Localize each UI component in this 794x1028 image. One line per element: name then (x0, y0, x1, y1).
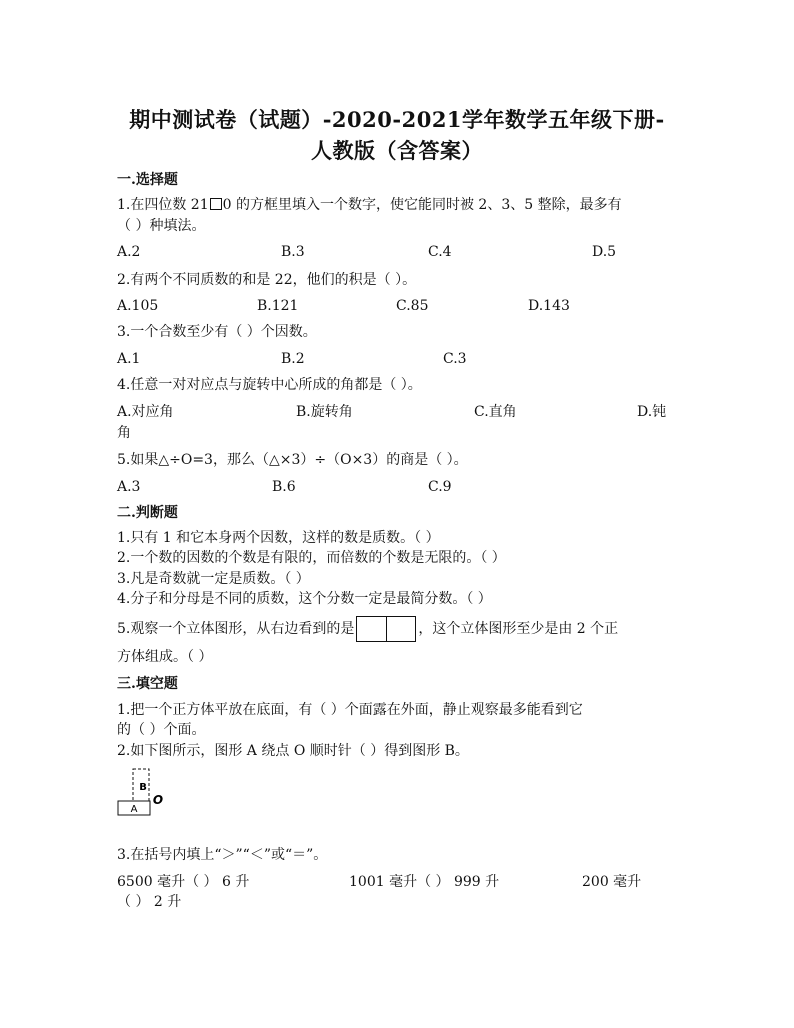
q5-option-a: A.3 (117, 479, 141, 495)
judge-item-5-text-b: ，这个立体图形至少是由 2 个正 (418, 621, 619, 637)
digit-box-icon (210, 198, 222, 210)
rotation-figure (114, 763, 170, 819)
judge-item-5-line2: 方体组成。（ ） (117, 649, 213, 665)
figure-a-label: A (130, 804, 138, 815)
judge-item-3: 3.凡是奇数就一定是质数。（ ） (117, 571, 310, 587)
question-1-1-line2: （ ）种填法。 (117, 218, 206, 234)
fill-item-3: 3.在括号内填上“＞”“＜”或“＝”。 (117, 847, 328, 863)
fill-item-1-line2: 的（ ）个面。 (117, 722, 206, 738)
question-1-3: 3.一个合数至少有（ ）个因数。 (117, 324, 317, 340)
q1-option-d: D.5 (592, 244, 617, 260)
q4-option-d: D.钝 (637, 404, 667, 420)
q3-option-c: C.3 (443, 351, 467, 367)
q1-option-a: A.2 (117, 244, 141, 260)
q3-option-a: A.1 (117, 351, 141, 367)
q1-option-b: B.3 (281, 244, 305, 260)
judge-item-1: 1.只有 1 和它本身两个因数，这样的数是质数。（ ） (117, 530, 440, 546)
question-1-2: 2.有两个不同质数的和是 22，他们的积是（ ）。 (117, 272, 417, 288)
judge-item-5-text-a: 5.观察一个立体图形，从右边看到的是 (117, 621, 355, 637)
q2-option-d: D.143 (528, 298, 570, 314)
q1-option-c: C.4 (428, 244, 452, 260)
right-view-figure (356, 616, 416, 642)
fill-item-3-part-3: 200 毫升 (582, 874, 642, 890)
exam-title-line2: 人教版（含答案） (311, 138, 483, 163)
judge-item-4: 4.分子和分母是不同的质数，这个分数一定是最简分数。（ ） (117, 591, 492, 607)
fill-item-3-part-2: 1001 毫升（ ） 999 升 (349, 874, 500, 890)
q4-option-d-wrap: 角 (117, 425, 131, 441)
section-heading-judge: 二.判断题 (117, 505, 178, 521)
q5-option-b: B.6 (272, 479, 296, 495)
judge-item-2: 2.一个数的因数的个数是有限的，而倍数的个数是无限的。（ ） (117, 550, 506, 566)
q3-option-b: B.2 (281, 351, 305, 367)
q4-option-c: C.直角 (474, 404, 517, 420)
fill-item-2: 2.如下图所示，图形 A 绕点 O 顺时针（ ）得到图形 B。 (117, 743, 469, 759)
right-view-divider (386, 617, 387, 641)
question-1-1-text-a: 1.在四位数 21 (117, 197, 209, 213)
figure-b-label: B (139, 782, 147, 793)
fill-item-3-part-1: 6500 毫升（ ） 6 升 (117, 874, 250, 890)
question-1-5: 5.如果△÷O=3，那么（△×3）÷（O×3）的商是（ ）。 (117, 452, 468, 468)
q2-option-b: B.121 (257, 298, 299, 314)
question-1-1 (117, 196, 622, 214)
q2-option-a: A.105 (117, 298, 159, 314)
q5-option-c: C.9 (428, 479, 452, 495)
section-heading-choice: 一.选择题 (117, 172, 178, 188)
question-1-1-text-b: 0 的方框里填入一个数字，使它能同时被 2、3、5 整除，最多有 (222, 197, 622, 213)
q4-option-b: B.旋转角 (296, 404, 353, 420)
judge-item-5 (117, 616, 618, 642)
fill-item-3-part-3-wrap: （ ） 2 升 (117, 894, 182, 910)
q4-option-a: A.对应角 (117, 404, 174, 420)
q2-option-c: C.85 (396, 298, 429, 314)
question-1-4: 4.任意一对对应点与旋转中心所成的角都是（ ）。 (117, 377, 422, 393)
fill-item-1-line1: 1.把一个正方体平放在底面，有（ ）个面露在外面，静止观察最多能看到它 (117, 702, 583, 718)
exam-title-line1: 期中测试卷（试题）-2020-2021学年数学五年级下册- (129, 107, 665, 132)
section-heading-fill: 三.填空题 (117, 676, 178, 692)
point-o-label: O (152, 793, 164, 807)
